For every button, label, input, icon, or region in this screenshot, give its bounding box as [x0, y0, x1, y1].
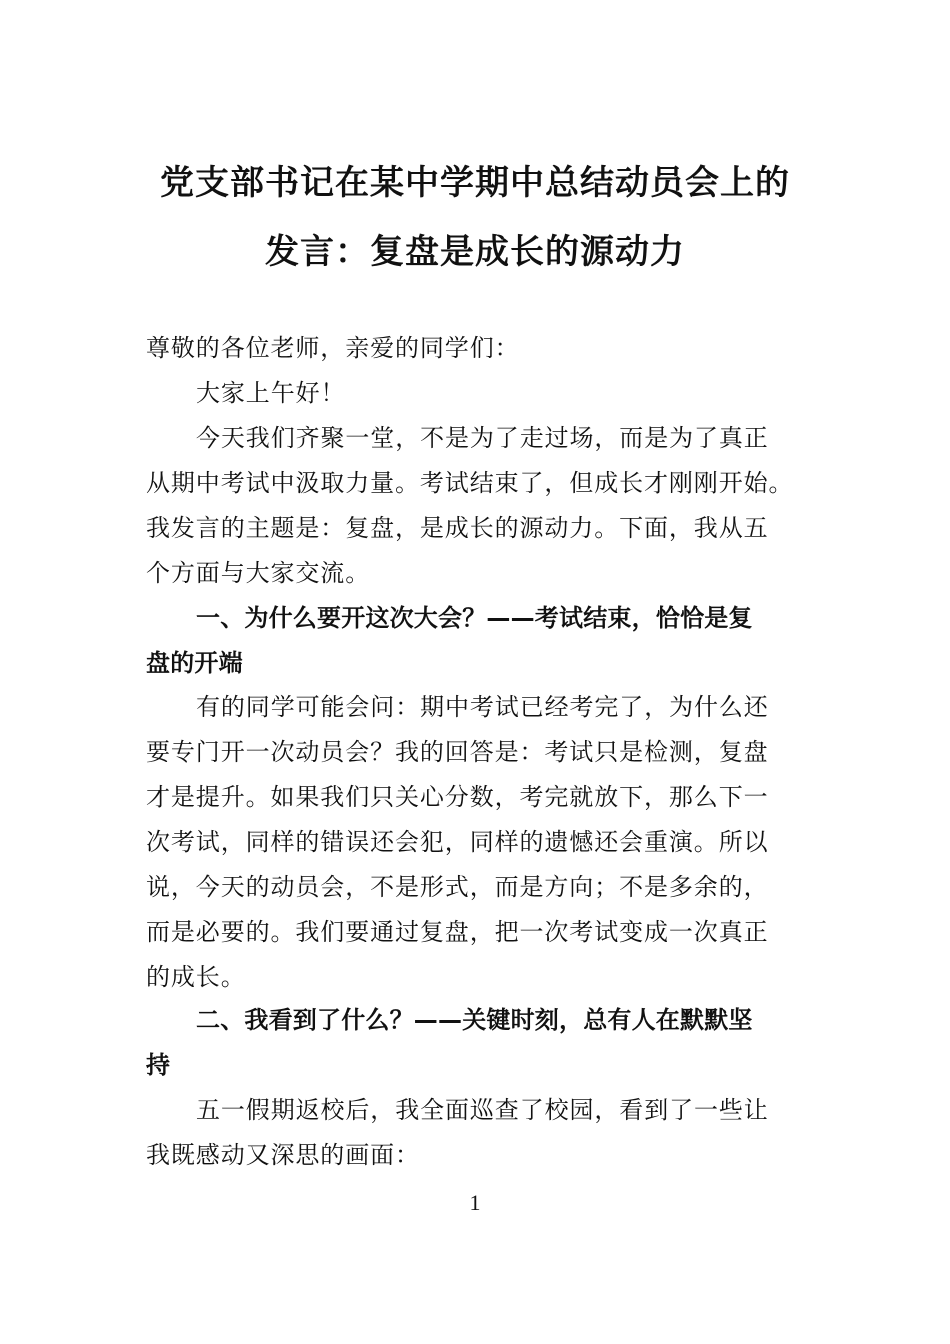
section2-body-line-1: 五一假期返校后，我全面巡查了校园，看到了一些让 — [196, 1096, 769, 1124]
intro-line-4: 个方面与大家交流。 — [146, 559, 371, 587]
intro-line-3: 我发言的主题是：复盘，是成长的源动力。下面，我从五 — [146, 514, 769, 542]
section1-body-line-6: 而是必要的。我们要通过复盘，把一次考试变成一次真正 — [146, 918, 769, 946]
section1-body-line-7: 的成长。 — [146, 963, 246, 991]
document-title-line-1: 党支部书记在某中学期中总结动员会上的 — [160, 163, 790, 203]
section1-body-line-2: 要专门开一次动员会？我的回答是：考试只是检测，复盘 — [146, 738, 769, 766]
section2-heading-line-2: 持 — [146, 1051, 171, 1079]
section1-body-line-4: 次考试，同样的错误还会犯，同样的遗憾还会重演。所以 — [146, 828, 769, 856]
section1-heading-line-1: 一、为什么要开这次大会？——考试结束，恰恰是复 — [196, 604, 753, 632]
section1-body-line-5: 说，今天的动员会，不是形式，而是方向；不是多余的， — [146, 873, 769, 901]
section1-heading-line-2: 盘的开端 — [146, 649, 243, 677]
section2-heading-line-1: 二、我看到了什么？——关键时刻，总有人在默默坚 — [196, 1006, 753, 1034]
page-number: 1 — [469, 1190, 481, 1215]
document-title-line-2: 发言：复盘是成长的源动力 — [265, 232, 685, 272]
section2-body-line-2: 我既感动又深思的画面： — [146, 1141, 420, 1169]
intro-line-1: 今天我们齐聚一堂，不是为了走过场，而是为了真正 — [196, 424, 769, 452]
section1-body-line-1: 有的同学可能会问：期中考试已经考完了，为什么还 — [196, 693, 769, 721]
section1-body-line-3: 才是提升。如果我们只关心分数，考完就放下，那么下一 — [146, 783, 769, 811]
intro-line-2: 从期中考试中汲取力量。考试结束了，但成长才刚刚开始。 — [146, 469, 794, 497]
salutation: 尊敬的各位老师，亲爱的同学们： — [146, 334, 520, 362]
greeting: 大家上午好！ — [196, 379, 346, 407]
